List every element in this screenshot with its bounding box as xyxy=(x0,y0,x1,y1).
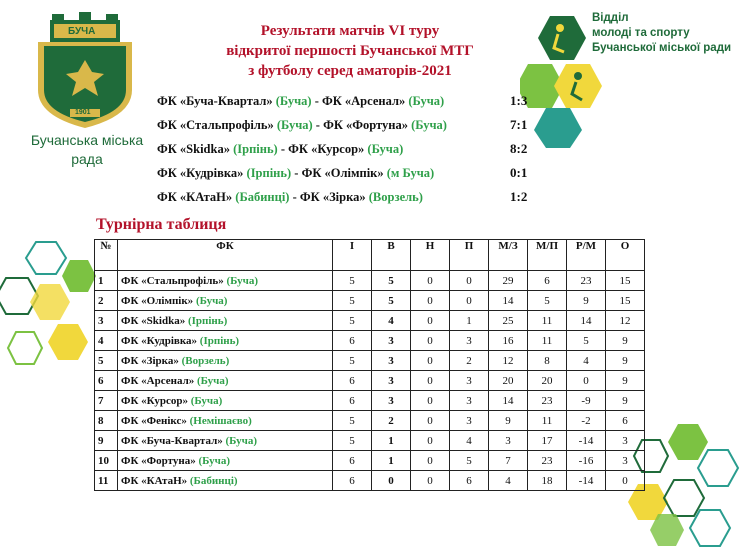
page-title-line-1: Результати матчів VI туру xyxy=(260,23,440,39)
council-caption-line2: рада xyxy=(71,151,103,167)
row-number: 1 xyxy=(95,271,118,291)
team-name: ФК «Курсор» xyxy=(121,394,188,407)
played-cell: 5 xyxy=(333,351,372,371)
row-number: 2 xyxy=(95,291,118,311)
won-cell: 4 xyxy=(372,311,411,331)
team-city: (Буча) xyxy=(225,434,258,447)
draw-cell: 0 xyxy=(411,471,450,491)
points-cell: 15 xyxy=(606,291,645,311)
match-score: 1:3 xyxy=(510,93,528,108)
match-row: ФК «Skidka» (Ірпінь) - ФК «Курсор» (Буча) xyxy=(157,142,404,156)
team-cell xyxy=(118,311,333,331)
team-city: (Буча) xyxy=(198,454,230,467)
match-row: ФК «Стальпрофіль» (Буча) - ФК «Фортуна» (Буча) xyxy=(157,118,447,132)
draw-cell: 0 xyxy=(411,431,450,451)
lost-cell: 3 xyxy=(450,371,489,391)
goals-against-cell: 11 xyxy=(528,411,567,431)
page-title-line-3: з футболу серед аматорів-2021 xyxy=(248,63,452,79)
match-city2: (Буча) xyxy=(408,94,445,108)
points-cell: 12 xyxy=(606,311,645,331)
goals-for-cell: 14 xyxy=(489,391,528,411)
goal-diff-cell: 9 xyxy=(567,291,606,311)
goals-for-cell: 16 xyxy=(489,331,528,351)
table-row xyxy=(95,351,645,371)
match-team2: ФК «Курсор» xyxy=(288,142,365,156)
team-name: ФК «Кудрівка» xyxy=(121,334,198,347)
department-name-line-1: Відділ xyxy=(592,12,629,24)
row-number: 9 xyxy=(95,431,118,451)
points-cell: 9 xyxy=(606,351,645,371)
row-number: 4 xyxy=(95,331,118,351)
page-title-line-2: відкритої першості Бучанської МТГ xyxy=(226,43,474,59)
match-team1: ФК «Стальпрофіль» xyxy=(157,118,274,132)
team-cell xyxy=(118,431,333,451)
team-cell xyxy=(118,331,333,351)
match-team1: ФК «Буча-Квартал» xyxy=(157,94,273,108)
goals-for-cell: 12 xyxy=(489,351,528,371)
goals-for-cell: 7 xyxy=(489,451,528,471)
match-team2: ФК «Зірка» xyxy=(299,190,366,204)
draw-cell: 0 xyxy=(411,391,450,411)
played-cell: 6 xyxy=(333,371,372,391)
goal-diff-cell: -2 xyxy=(567,411,606,431)
row-number: 8 xyxy=(95,411,118,431)
match-city2: (м Буча) xyxy=(386,166,435,180)
won-cell: 5 xyxy=(372,291,411,311)
goals-for-cell: 4 xyxy=(489,471,528,491)
team-name: ФК «Зірка» xyxy=(121,354,179,367)
match-row: ФК «Буча-Квартал» (Буча) - ФК «Арсенал» (Буча) xyxy=(157,94,445,108)
won-cell: 1 xyxy=(372,431,411,451)
team-city: (Буча) xyxy=(195,294,228,307)
played-cell: 5 xyxy=(333,271,372,291)
goals-against-cell: 23 xyxy=(528,391,567,411)
team-cell xyxy=(118,471,333,491)
col-header-played: І xyxy=(333,240,372,271)
goal-diff-cell: 0 xyxy=(567,371,606,391)
lost-cell: 3 xyxy=(450,411,489,431)
row-number: 7 xyxy=(95,391,118,411)
match-city1: (Бабинці) xyxy=(235,190,290,204)
table-header-row xyxy=(95,240,645,271)
won-cell: 5 xyxy=(372,271,411,291)
lost-cell: 2 xyxy=(450,351,489,371)
match-team1: ФК «КАтаН» xyxy=(157,190,233,204)
match-city2: (Буча) xyxy=(367,142,404,156)
standings-heading: Турнірна таблиця xyxy=(96,216,227,233)
team-city: (Бабинці) xyxy=(189,474,238,487)
col-header-number: № xyxy=(95,240,118,271)
team-city: (Буча) xyxy=(190,394,223,407)
draw-cell: 0 xyxy=(411,291,450,311)
points-cell: 15 xyxy=(606,271,645,291)
decorative-hexagons-left-icon xyxy=(0,240,96,390)
table-row xyxy=(95,451,645,471)
team-name: ФК «Олімпік» xyxy=(121,294,194,307)
team-cell xyxy=(118,291,333,311)
goal-diff-cell: -16 xyxy=(567,451,606,471)
goals-for-cell: 20 xyxy=(489,371,528,391)
points-cell: 9 xyxy=(606,391,645,411)
goals-against-cell: 23 xyxy=(528,451,567,471)
goal-diff-cell: 5 xyxy=(567,331,606,351)
draw-cell: 0 xyxy=(411,351,450,371)
draw-cell: 0 xyxy=(411,411,450,431)
row-number: 10 xyxy=(95,451,118,471)
points-cell: 9 xyxy=(606,371,645,391)
team-cell xyxy=(118,411,333,431)
goals-for-cell: 14 xyxy=(489,291,528,311)
col-header-draw: Н xyxy=(411,240,450,271)
team-name: ФК «Арсенал» xyxy=(121,374,195,387)
goals-for-cell: 29 xyxy=(489,271,528,291)
team-name: ФК «Фенікс» xyxy=(121,414,187,427)
played-cell: 5 xyxy=(333,291,372,311)
goal-diff-cell: -14 xyxy=(567,471,606,491)
goal-diff-cell: 23 xyxy=(567,271,606,291)
col-header-goals-against: М/П xyxy=(528,240,567,271)
played-cell: 6 xyxy=(333,331,372,351)
emblem-label: БУЧА xyxy=(68,26,96,37)
goal-diff-cell: -14 xyxy=(567,431,606,451)
points-cell: 3 xyxy=(606,431,645,451)
match-score: 1:2 xyxy=(510,189,528,204)
team-city: (Ворзель) xyxy=(181,354,230,367)
points-cell: 6 xyxy=(606,411,645,431)
match-city1: (Ірпінь) xyxy=(246,166,292,180)
match-team2: ФК «Фортуна» xyxy=(323,118,408,132)
team-city: (Немішаєво) xyxy=(189,414,252,427)
team-city: (Ірпінь) xyxy=(199,334,240,347)
goals-for-cell: 25 xyxy=(489,311,528,331)
standings-table xyxy=(94,239,645,491)
won-cell: 3 xyxy=(372,371,411,391)
col-header-lost: П xyxy=(450,240,489,271)
team-name: ФК «Skidka» xyxy=(121,314,186,327)
lost-cell: 4 xyxy=(450,431,489,451)
city-emblem xyxy=(30,12,140,130)
won-cell: 0 xyxy=(372,471,411,491)
goal-diff-cell: 4 xyxy=(567,351,606,371)
goals-against-cell: 20 xyxy=(528,371,567,391)
team-cell xyxy=(118,371,333,391)
table-row xyxy=(95,431,645,451)
played-cell: 5 xyxy=(333,431,372,451)
match-team1: ФК «Skidka» xyxy=(157,142,230,156)
draw-cell: 0 xyxy=(411,371,450,391)
goals-for-cell: 3 xyxy=(489,431,528,451)
row-number: 11 xyxy=(95,471,118,491)
col-header-goals-for: М/З xyxy=(489,240,528,271)
lost-cell: 1 xyxy=(450,311,489,331)
match-score: 8:2 xyxy=(510,141,528,156)
points-cell: 0 xyxy=(606,471,645,491)
played-cell: 6 xyxy=(333,451,372,471)
goals-against-cell: 17 xyxy=(528,431,567,451)
match-score: 7:1 xyxy=(510,117,528,132)
match-city2: (Буча) xyxy=(411,118,447,132)
match-team1: ФК «Кудрівка» xyxy=(157,166,244,180)
team-city: (Буча) xyxy=(226,274,258,287)
points-cell: 3 xyxy=(606,451,645,471)
goals-against-cell: 8 xyxy=(528,351,567,371)
draw-cell: 0 xyxy=(411,311,450,331)
goals-against-cell: 5 xyxy=(528,291,567,311)
col-header-won: В xyxy=(372,240,411,271)
draw-cell: 0 xyxy=(411,451,450,471)
table-row xyxy=(95,271,645,291)
goals-against-cell: 18 xyxy=(528,471,567,491)
draw-cell: 0 xyxy=(411,331,450,351)
won-cell: 3 xyxy=(372,331,411,351)
lost-cell: 0 xyxy=(450,271,489,291)
department-name-line-3: Бучанської міської ради xyxy=(592,42,732,54)
lost-cell: 0 xyxy=(450,291,489,311)
won-cell: 2 xyxy=(372,411,411,431)
team-cell xyxy=(118,391,333,411)
col-header-points: О xyxy=(606,240,645,271)
goals-against-cell: 11 xyxy=(528,311,567,331)
played-cell: 5 xyxy=(333,411,372,431)
row-number: 3 xyxy=(95,311,118,331)
match-city1: (Буча) xyxy=(275,94,312,108)
lost-cell: 5 xyxy=(450,451,489,471)
table-row xyxy=(95,411,645,431)
team-name: ФК «Фортуна» xyxy=(121,454,196,467)
team-cell xyxy=(118,351,333,371)
points-cell: 9 xyxy=(606,331,645,351)
match-team2: ФК «Олімпік» xyxy=(301,166,384,180)
table-row xyxy=(95,371,645,391)
table-row xyxy=(95,391,645,411)
table-row xyxy=(95,311,645,331)
match-city1: (Ірпінь) xyxy=(233,142,278,156)
won-cell: 3 xyxy=(372,391,411,411)
goals-against-cell: 11 xyxy=(528,331,567,351)
col-header-team: ФК xyxy=(118,240,333,271)
played-cell: 6 xyxy=(333,391,372,411)
table-row xyxy=(95,291,645,311)
match-city2: (Ворзель) xyxy=(368,190,423,204)
goal-diff-cell: 14 xyxy=(567,311,606,331)
played-cell: 5 xyxy=(333,311,372,331)
won-cell: 1 xyxy=(372,451,411,471)
lost-cell: 6 xyxy=(450,471,489,491)
goal-diff-cell: -9 xyxy=(567,391,606,411)
row-number: 6 xyxy=(95,371,118,391)
match-team2: ФК «Арсенал» xyxy=(321,94,406,108)
team-cell xyxy=(118,271,333,291)
match-city1: (Буча) xyxy=(276,118,313,132)
team-name: ФК «Буча-Квартал» xyxy=(121,434,223,447)
team-city: (Ірпінь) xyxy=(187,314,228,327)
team-cell xyxy=(118,451,333,471)
council-caption-line1: Бучанська міська xyxy=(30,132,144,148)
draw-cell: 0 xyxy=(411,271,450,291)
match-row: ФК «КАтаН» (Бабинці) - ФК «Зірка» (Ворзель) xyxy=(157,190,423,204)
played-cell: 6 xyxy=(333,471,372,491)
goals-for-cell: 9 xyxy=(489,411,528,431)
row-number: 5 xyxy=(95,351,118,371)
col-header-goal-diff: Р/М xyxy=(567,240,606,271)
table-row xyxy=(95,331,645,351)
department-name-line-2: молоді та спорту xyxy=(592,27,690,39)
table-row xyxy=(95,471,645,491)
emblem-year: 1901 xyxy=(75,109,91,116)
match-score: 0:1 xyxy=(510,165,528,180)
goals-against-cell: 6 xyxy=(528,271,567,291)
team-name: ФК «КАтаН» xyxy=(121,474,188,487)
match-row: ФК «Кудрівка» (Ірпінь) - ФК «Олімпік» (м Буча) xyxy=(157,166,435,180)
won-cell: 3 xyxy=(372,351,411,371)
team-name: ФК «Стальпрофіль» xyxy=(121,274,224,287)
lost-cell: 3 xyxy=(450,391,489,411)
lost-cell: 3 xyxy=(450,331,489,351)
team-city: (Буча) xyxy=(197,374,229,387)
